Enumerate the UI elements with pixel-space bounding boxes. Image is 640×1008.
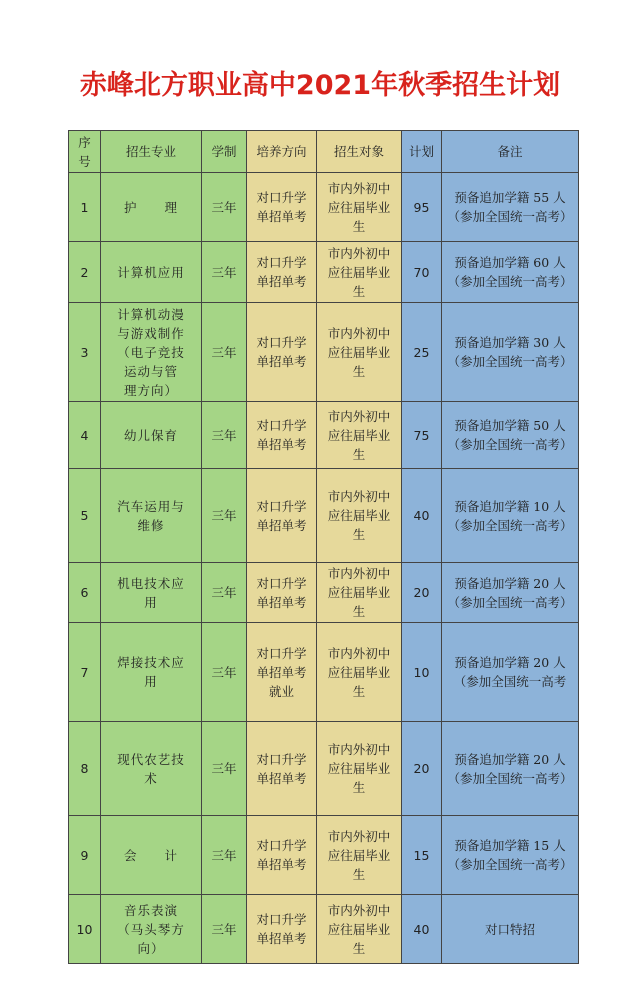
row-direction: 对口升学 单招单考 就业 (247, 623, 317, 722)
row-note: 预备追加学籍 30 人 （参加全国统一高考） (442, 303, 579, 402)
row-direction: 对口升学 单招单考 (247, 402, 317, 469)
header-direction: 培养方向 (247, 131, 317, 173)
row-plan: 95 (402, 173, 442, 242)
row-plan: 20 (402, 722, 442, 816)
row-plan: 15 (402, 816, 442, 895)
row-target: 市内外初中 应往届毕业 生 (317, 623, 402, 722)
row-years: 三年 (202, 173, 247, 242)
row-index: 10 (69, 895, 101, 964)
row-note: 预备追加学籍 20 人 （参加全国统一高考） (442, 563, 579, 623)
row-target: 市内外初中 应往届毕业 生 (317, 402, 402, 469)
row-direction: 对口升学 单招单考 (247, 563, 317, 623)
row-major: 计算机动漫 与游戏制作 （电子竞技 运动与管 理方向） (117, 306, 185, 398)
row-major: 幼儿保育 (123, 427, 178, 443)
table-row (69, 242, 579, 303)
row-major: 汽车运用与 维修 (117, 498, 185, 533)
table-row (69, 173, 579, 242)
row-major: 机电技术应 用 (117, 575, 185, 610)
row-major: 会 计 (123, 847, 178, 863)
row-note: 预备追加学籍 55 人 （参加全国统一高考） (442, 173, 579, 242)
row-major: 焊接技术应 用 (117, 655, 185, 689)
row-direction: 对口升学 单招单考 (247, 242, 317, 303)
row-plan: 70 (402, 242, 442, 303)
row-plan: 40 (402, 895, 442, 964)
table-row (69, 469, 579, 563)
row-years: 三年 (202, 623, 247, 722)
row-plan: 75 (402, 402, 442, 469)
row-target: 市内外初中 应往届毕业 生 (317, 173, 402, 242)
row-index: 2 (69, 242, 101, 303)
header-target: 招生对象 (317, 131, 402, 173)
row-target: 市内外初中 应往届毕业 生 (317, 563, 402, 623)
row-note: 预备追加学籍 10 人 （参加全国统一高考） (442, 469, 579, 563)
header-plan: 计划 (402, 131, 442, 173)
table-row (69, 402, 579, 469)
row-note: 预备追加学籍 20 人 （参加全国统一高考） (442, 722, 579, 816)
table-row (69, 303, 579, 402)
row-target: 市内外初中 应往届毕业 生 (317, 816, 402, 895)
row-target: 市内外初中 应往届毕业 生 (317, 303, 402, 402)
row-direction: 对口升学 单招单考 (247, 469, 317, 563)
row-direction: 对口升学 单招单考 (247, 722, 317, 816)
row-note: 预备追加学籍 60 人 （参加全国统一高考） (442, 242, 579, 303)
row-plan: 10 (402, 623, 442, 722)
row-note: 预备追加学籍 15 人 （参加全国统一高考） (442, 816, 579, 895)
row-direction: 对口升学 单招单考 (247, 816, 317, 895)
row-years: 三年 (202, 469, 247, 563)
row-index: 3 (69, 303, 101, 402)
row-index: 7 (69, 623, 101, 722)
row-direction: 对口升学 单招单考 (247, 303, 317, 402)
row-years: 三年 (202, 402, 247, 469)
row-index: 6 (69, 563, 101, 623)
row-major: 现代农艺技 术 (117, 751, 185, 786)
table-row (69, 722, 579, 816)
row-note: 对口特招 (442, 895, 579, 964)
row-years: 三年 (202, 895, 247, 964)
page-title: 赤峰北方职业高中2021年秋季招生计划 (79, 70, 561, 101)
row-target: 市内外初中 应往届毕业 生 (317, 242, 402, 303)
row-index: 1 (69, 173, 101, 242)
row-years: 三年 (202, 242, 247, 303)
row-years: 三年 (202, 563, 247, 623)
header-index: 序 号 (69, 131, 101, 173)
header-note: 备注 (442, 131, 579, 173)
enrollment-plan-table (68, 130, 579, 964)
row-index: 8 (69, 722, 101, 816)
row-plan: 40 (402, 469, 442, 563)
table-row (69, 563, 579, 623)
row-major: 护 理 (123, 199, 178, 215)
row-years: 三年 (202, 303, 247, 402)
header-major: 招生专业 (101, 131, 202, 173)
row-index: 9 (69, 816, 101, 895)
row-years: 三年 (202, 722, 247, 816)
row-plan: 20 (402, 563, 442, 623)
row-target: 市内外初中 应往届毕业 生 (317, 469, 402, 563)
row-target: 市内外初中 应往届毕业 生 (317, 722, 402, 816)
row-years: 三年 (202, 816, 247, 895)
table-row (69, 623, 579, 722)
row-note: 预备追加学籍 20 人 （参加全国统一高考 (442, 623, 579, 722)
row-direction: 对口升学 单招单考 (247, 895, 317, 964)
row-note: 预备追加学籍 50 人 （参加全国统一高考） (442, 402, 579, 469)
table-row (69, 895, 579, 964)
row-direction: 对口升学 单招单考 (247, 173, 317, 242)
header-years: 学制 (202, 131, 247, 173)
row-plan: 25 (402, 303, 442, 402)
table-row (69, 816, 579, 895)
row-major: 计算机应用 (117, 264, 185, 280)
row-target: 市内外初中 应往届毕业 生 (317, 895, 402, 964)
row-index: 4 (69, 402, 101, 469)
header-row (69, 131, 579, 173)
row-index: 5 (69, 469, 101, 563)
row-major: 音乐表演 （马头琴方 向） (117, 902, 185, 956)
